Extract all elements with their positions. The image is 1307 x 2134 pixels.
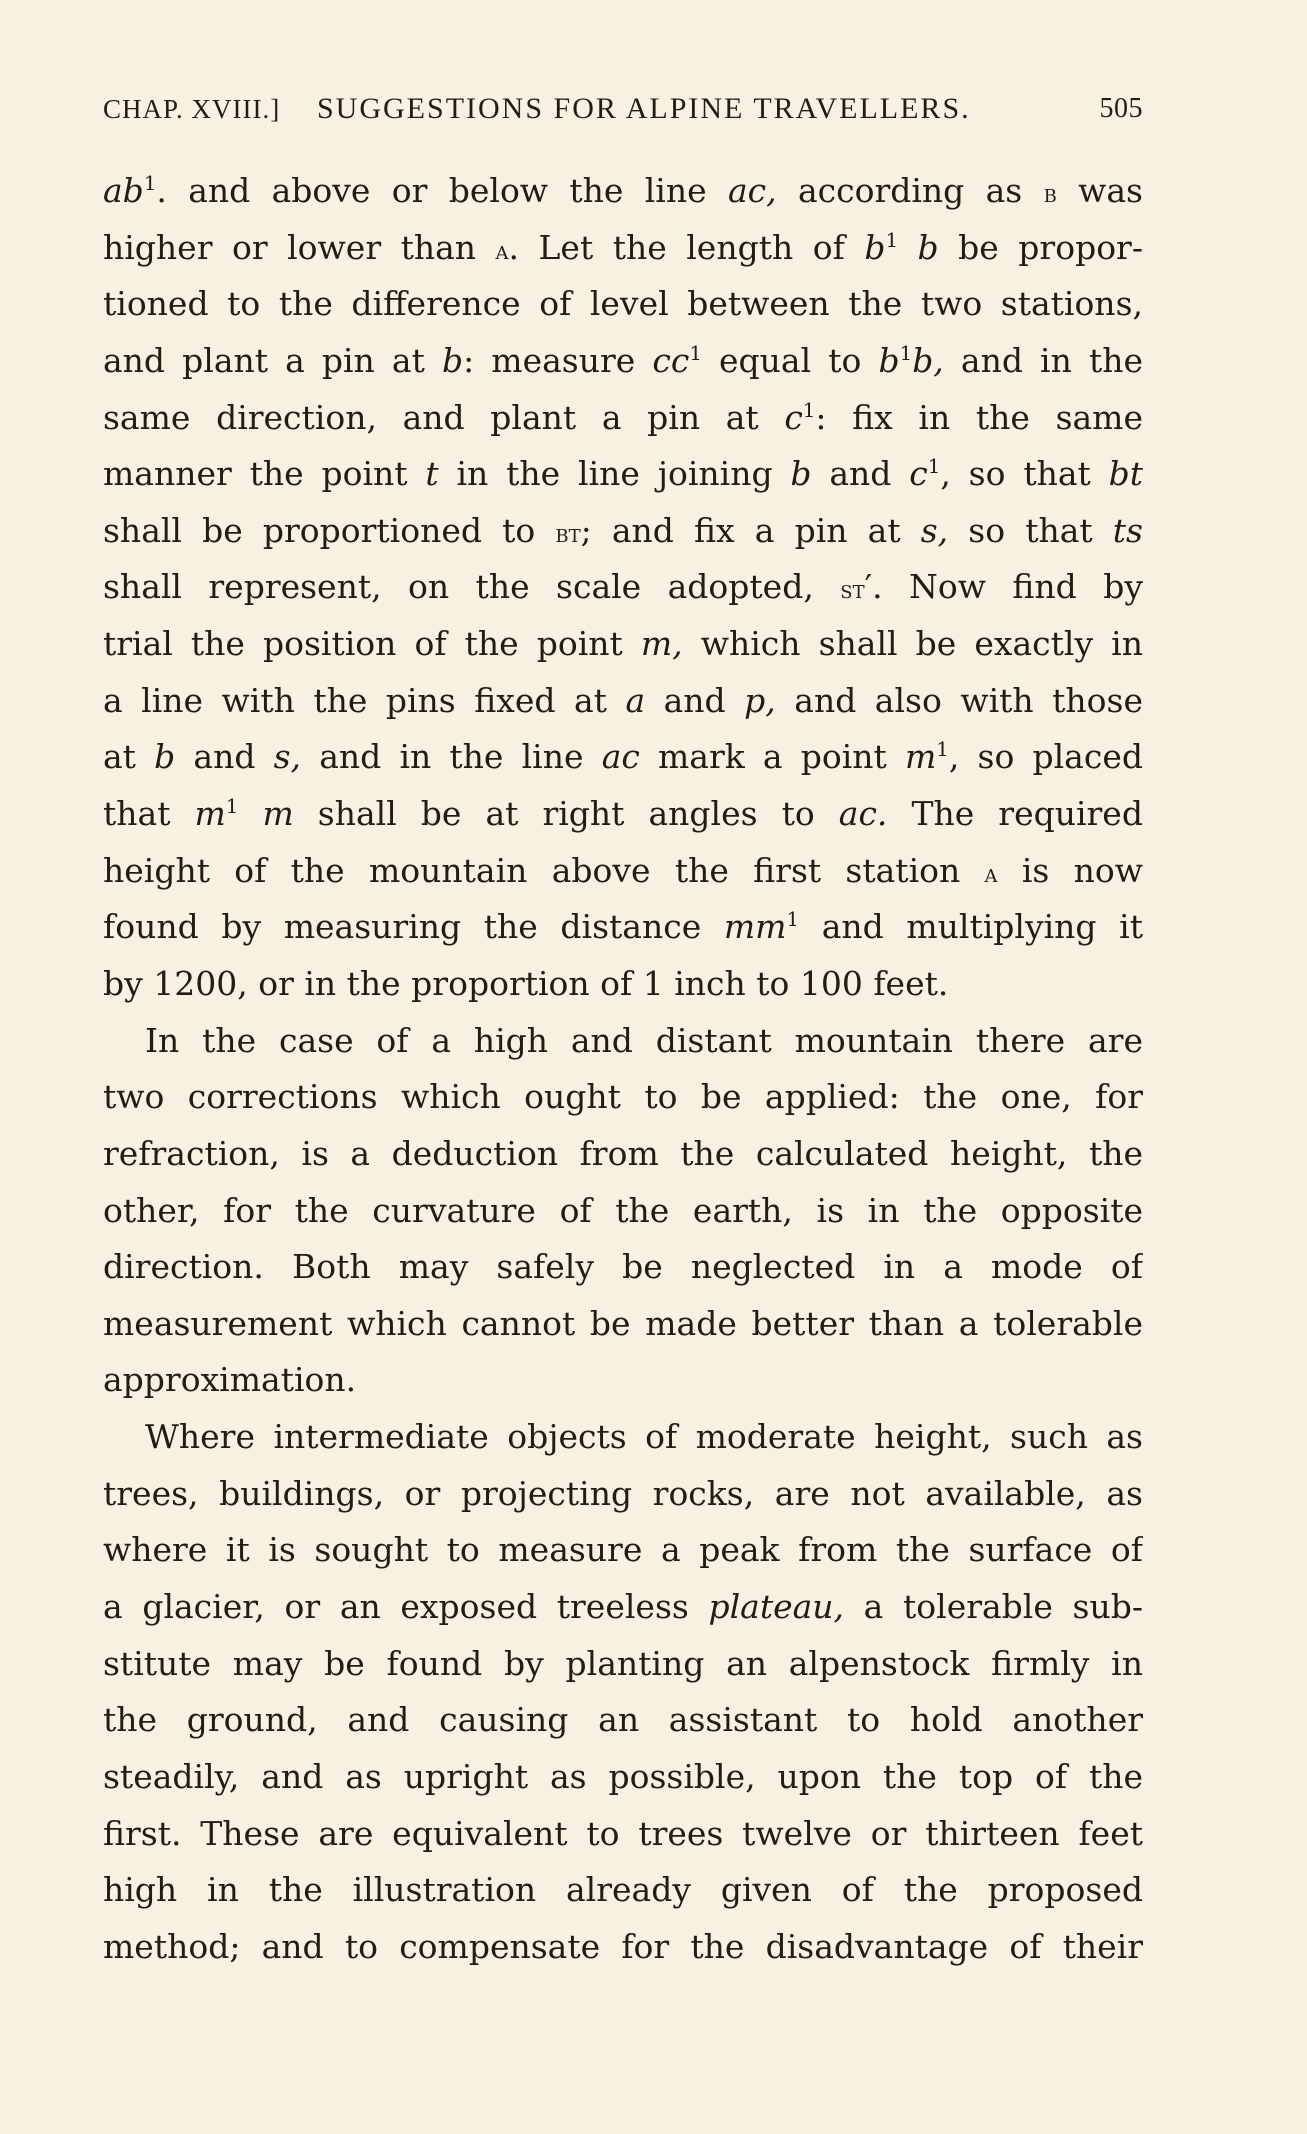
text-line xyxy=(103,1296,1143,1353)
text-run: 1 xyxy=(689,341,702,365)
paragraph xyxy=(103,1013,1143,1409)
text-line xyxy=(103,673,1143,730)
text-line xyxy=(103,843,1143,900)
text-run: b xyxy=(864,227,886,267)
text-run: a tolerable sub- xyxy=(844,1587,1143,1627)
text-line xyxy=(103,1013,1143,1070)
text-line xyxy=(103,1806,1143,1863)
text-run: a xyxy=(984,857,998,889)
text-run: st xyxy=(840,574,865,606)
body-text xyxy=(103,163,1143,1976)
text-line xyxy=(103,1352,1143,1409)
text-run xyxy=(898,228,918,267)
text-run: ts xyxy=(1112,510,1143,550)
text-run: and plant a pin at xyxy=(103,340,442,380)
text-run: and in the xyxy=(943,340,1143,380)
text-line xyxy=(103,276,1143,333)
text-line xyxy=(103,333,1143,390)
text-line xyxy=(103,1522,1143,1579)
text-line xyxy=(103,446,1143,503)
text-run: : measure xyxy=(463,340,653,380)
text-line xyxy=(103,559,1143,616)
text-line xyxy=(103,1409,1143,1466)
text-run: 1 xyxy=(885,228,899,252)
text-run: high in the illustration already given of the proposed xyxy=(103,1870,1143,1910)
text-line xyxy=(103,1579,1143,1636)
text-line xyxy=(103,1919,1143,1976)
text-run: b xyxy=(154,737,176,777)
text-run xyxy=(238,794,262,833)
text-run: direction. Both may safely be neglected in a mode of xyxy=(103,1247,1143,1287)
text-run: other, for the curvature of the earth, is in the opposite xyxy=(103,1190,1143,1230)
text-run: stitute may be found by planting an alpenstock firmly in xyxy=(103,1643,1143,1683)
text-run: b xyxy=(878,340,900,380)
text-run: the ground, and causing an assistant to hold another xyxy=(103,1700,1143,1740)
text-run: 1 xyxy=(936,738,949,762)
text-run: and also with those xyxy=(775,680,1143,720)
text-line xyxy=(103,1862,1143,1919)
text-run: is now xyxy=(997,850,1143,890)
text-run: c xyxy=(909,454,928,494)
page-number: 505 xyxy=(1099,93,1143,124)
text-line xyxy=(103,1466,1143,1523)
text-line xyxy=(103,786,1143,843)
text-run: and xyxy=(811,454,910,494)
text-run: : fix in the same xyxy=(815,397,1143,437)
running-head xyxy=(103,84,1143,134)
text-run: 1 xyxy=(786,908,800,932)
text-run: ′. Now find by xyxy=(864,567,1143,607)
text-run: same direction, and plant a pin at xyxy=(103,397,785,437)
text-run: by 1200, or in the proportion of 1 inch to 100 feet. xyxy=(103,963,949,1003)
text-run: and multiplying it xyxy=(799,907,1143,947)
text-run: The required xyxy=(887,794,1143,834)
text-run: ab xyxy=(103,171,144,210)
text-run: , so that xyxy=(940,454,1109,494)
text-run: in the line joining xyxy=(438,454,791,494)
text-run: 1 xyxy=(143,172,157,195)
running-title: SUGGESTIONS FOR ALPINE TRAVELLERS. xyxy=(317,92,971,125)
text-run: m, xyxy=(640,624,683,664)
text-run: two corrections which ought to be applied: the one, for xyxy=(103,1077,1143,1117)
text-run: and xyxy=(175,737,274,777)
text-run: , so placed xyxy=(948,737,1143,777)
text-run: m xyxy=(262,794,294,834)
text-run: method; and to compensate for the disadvantage of their xyxy=(103,1926,1143,1966)
text-run: m xyxy=(194,794,226,834)
text-line xyxy=(103,1126,1143,1183)
text-run: a xyxy=(495,234,509,266)
text-line xyxy=(103,1069,1143,1126)
text-run: a xyxy=(625,680,646,720)
text-run: shall be proportioned to xyxy=(103,510,556,550)
text-run: which shall be exactly in xyxy=(682,624,1143,664)
text-line xyxy=(103,1636,1143,1693)
text-line xyxy=(103,899,1143,956)
text-run: higher or lower than xyxy=(103,227,496,267)
text-run: approximation. xyxy=(103,1360,357,1400)
text-run: 1 xyxy=(802,398,816,422)
text-run: according as xyxy=(776,171,1044,210)
text-run: 1 xyxy=(225,795,239,819)
text-run: cc xyxy=(652,340,690,380)
text-run: mm xyxy=(723,907,787,947)
text-line xyxy=(103,503,1143,560)
text-run: ac. xyxy=(838,794,888,834)
text-run: . and above or below the line xyxy=(156,171,728,210)
text-run: mark a point xyxy=(639,737,905,777)
text-run: a glacier, or an exposed treeless xyxy=(103,1587,709,1627)
text-line xyxy=(103,1692,1143,1749)
text-line xyxy=(103,1239,1143,1296)
text-line xyxy=(103,616,1143,673)
text-run: be propor- xyxy=(938,227,1143,267)
text-run: m xyxy=(904,737,937,777)
text-run: bt xyxy=(1108,454,1143,494)
text-run: tioned to the difference of level between the two stations, xyxy=(103,284,1143,324)
text-run: ac xyxy=(601,737,640,777)
text-run: b xyxy=(1043,178,1057,209)
text-run: equal to xyxy=(701,340,879,380)
text-run: plateau, xyxy=(708,1587,845,1627)
text-run: ; and fix a pin at xyxy=(580,510,921,550)
text-line xyxy=(103,1749,1143,1806)
text-run: trees, buildings, or projecting rocks, are not available, as xyxy=(103,1473,1143,1513)
text-run: found by measuring the distance xyxy=(103,907,724,947)
text-run: t xyxy=(425,454,439,494)
text-run: b, xyxy=(912,340,944,380)
text-run: height of the mountain above the first station xyxy=(103,850,985,890)
text-line xyxy=(103,729,1143,786)
text-run: s, xyxy=(273,737,302,777)
text-run: b xyxy=(790,454,812,494)
text-run: at xyxy=(103,737,155,777)
text-run: 1 xyxy=(899,341,913,365)
text-run: Where intermediate objects of moderate height, such as xyxy=(145,1417,1143,1457)
text-line xyxy=(103,1183,1143,1240)
text-run: that xyxy=(103,794,195,834)
paragraph xyxy=(103,1409,1143,1975)
text-run: . Let the length of xyxy=(508,227,865,267)
text-run: b xyxy=(441,340,464,380)
text-run: and in the line xyxy=(301,737,602,777)
text-run: In the case of a high and distant mountain there are xyxy=(145,1020,1143,1060)
text-run: c xyxy=(784,397,803,437)
text-line xyxy=(103,390,1143,447)
text-run: shall represent, on the scale adopted, xyxy=(103,567,841,607)
text-run: b xyxy=(917,227,939,267)
paragraph xyxy=(103,163,1143,1013)
text-run: manner the point xyxy=(103,454,426,494)
text-line xyxy=(103,163,1143,220)
text-run: p, xyxy=(744,680,776,720)
text-run: a line with the pins fixed at xyxy=(103,680,626,720)
text-run: s, xyxy=(920,510,949,550)
text-run: where it is sought to measure a peak from the surface of xyxy=(103,1530,1143,1570)
text-run: was xyxy=(1056,171,1143,210)
text-run: ac, xyxy=(727,171,777,210)
text-run: 1 xyxy=(927,455,941,479)
text-line xyxy=(103,220,1143,277)
text-run: shall be at right angles to xyxy=(293,794,839,834)
text-run: and xyxy=(645,680,745,720)
text-run: steadily, and as upright as possible, upon the top of the xyxy=(103,1756,1143,1796)
text-run: trial the position of the point xyxy=(103,624,641,664)
text-run: refraction, is a deduction from the calculated height, the xyxy=(103,1133,1143,1173)
chapter-label: CHAP. XVIII.] xyxy=(103,94,281,124)
text-run: so that xyxy=(948,510,1113,550)
text-run: bt xyxy=(555,517,581,549)
text-run: measurement which cannot be made better than a tolerable xyxy=(103,1303,1143,1343)
text-line xyxy=(103,956,1143,1013)
text-run: first. These are equivalent to trees twelve or thirteen feet xyxy=(103,1813,1143,1853)
